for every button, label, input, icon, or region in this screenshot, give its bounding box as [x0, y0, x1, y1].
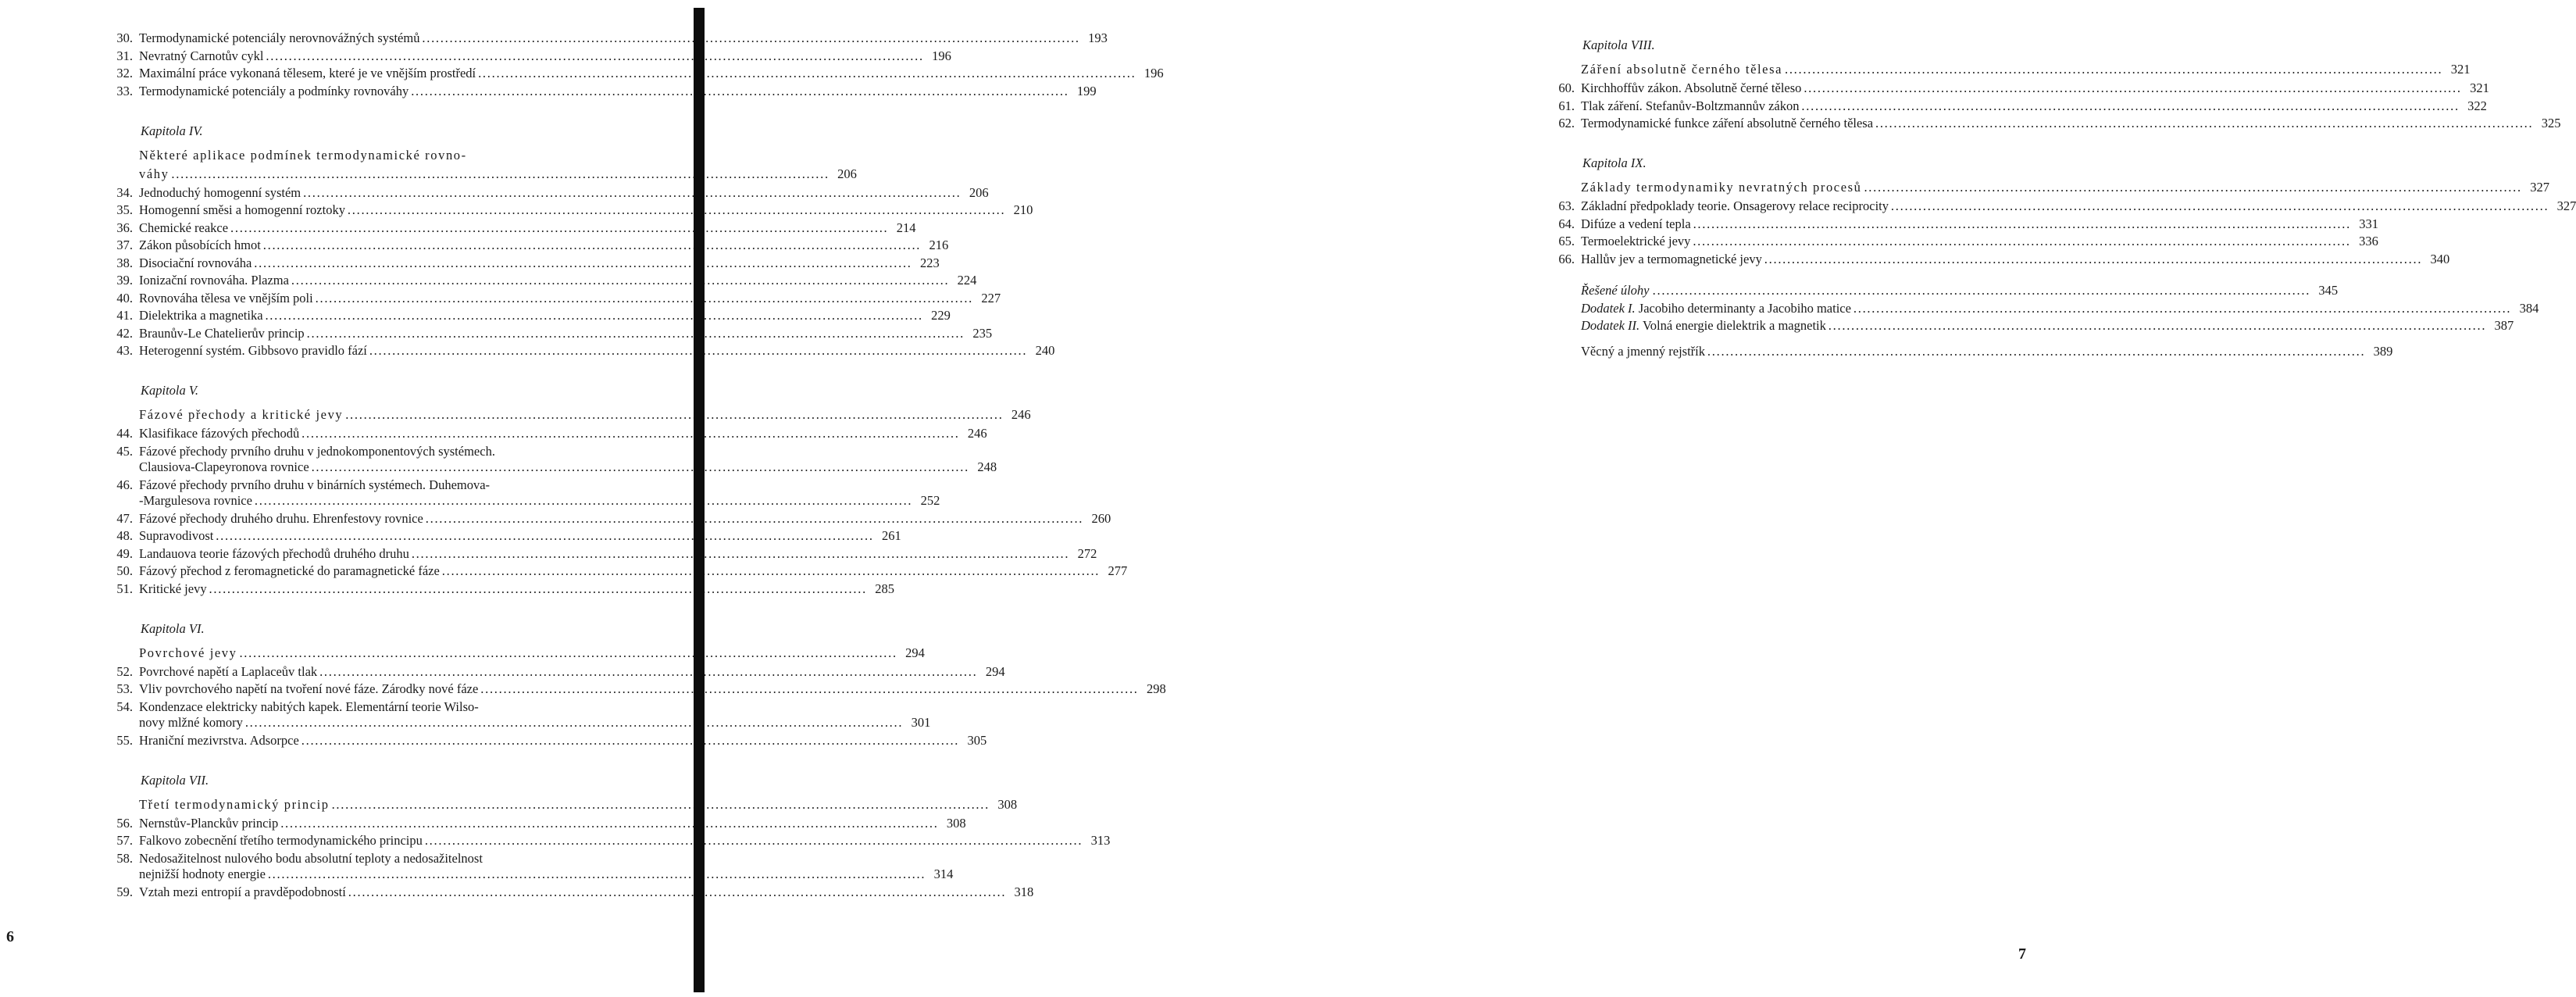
- toc-entry: [116, 850, 601, 867]
- entry-number: 46.: [116, 477, 133, 492]
- toc-entry-continuation: [139, 492, 940, 509]
- entry-title: Supravodivost . . .: [139, 527, 872, 545]
- toc-entry: [116, 272, 977, 289]
- toc-entry-continuation: [139, 459, 997, 476]
- toc-entry: [116, 443, 601, 460]
- toc-entry-continuation: [139, 866, 954, 883]
- entry-page: 196: [1144, 66, 1164, 80]
- toc-entry: [116, 663, 1005, 681]
- appendix-entry: [1581, 282, 2339, 299]
- chapter-heading-continuation: [139, 166, 857, 183]
- appendix-label: Dodatek I.: [1581, 300, 1636, 316]
- section-spacer: [1581, 335, 2050, 343]
- entry-title: Fázové přechody prvního druhu v binárních systémech. Duhemova-: [139, 477, 491, 492]
- entry-page: 340: [2430, 251, 2450, 266]
- entry-page: 246: [967, 426, 987, 441]
- entry-number: 64.: [1558, 216, 1575, 231]
- entry-number: 61.: [1558, 98, 1575, 113]
- entry-page: 193: [1088, 30, 1108, 45]
- toc-entry: [116, 202, 1033, 219]
- toc-entry: [116, 307, 951, 324]
- entry-title: Kondenzace elektricky nabitých kapek. Elementární teorie Wilso-: [139, 699, 479, 714]
- chapter-heading-text: Záření absolutně černého tělesa . . .: [1581, 61, 2440, 78]
- entry-title: Difúze a vedení tepla . . .: [1581, 216, 2349, 233]
- chapter-page: 294: [905, 645, 925, 660]
- chapter-heading-text: Třetí termodynamický princip . . .: [139, 796, 987, 813]
- entry-title: Vztah mezi entropií a pravděpodobností . . .: [139, 884, 1004, 901]
- entry-title: Rovnováha tělesa ve vnějším poli . . .: [139, 290, 971, 307]
- entry-number: 59.: [116, 884, 133, 899]
- entry-page: 325: [2541, 116, 2561, 130]
- toc-entry: [1558, 233, 2378, 250]
- entry-page: 223: [919, 255, 940, 270]
- entry-number: 57.: [116, 833, 133, 848]
- toc-entry: [116, 510, 1111, 527]
- entry-page: 224: [957, 273, 977, 288]
- toc-entry: [116, 563, 1128, 580]
- entry-number: 42.: [116, 325, 133, 341]
- entry-title: Nevratný Carnotův cykl . . .: [139, 48, 922, 65]
- chapter-heading: [139, 645, 925, 662]
- entry-page: 336: [2359, 234, 2378, 248]
- entry-title: Heterogenní systém. Gibbsovo pravidlo fází . . .: [139, 342, 1025, 359]
- entry-page: 285: [875, 581, 894, 596]
- toc-entry: [116, 732, 987, 749]
- right-table-of-contents: [1558, 38, 2576, 360]
- entry-title: Disociační rovnováha . . .: [139, 255, 910, 272]
- appendix-text: Jacobiho determinanty a Jacobiho matice: [1638, 300, 1851, 316]
- entry-page: 327: [2556, 198, 2576, 213]
- appendix-page: 384: [2519, 300, 2539, 316]
- appendix-page: 345: [2318, 283, 2339, 298]
- chapter-page: 327: [2530, 180, 2549, 195]
- chapter-heading: [139, 796, 1018, 813]
- toc-entry: [116, 425, 987, 442]
- entry-title: Kirchhoffův zákon. Absolutně černé těleso . . .: [1581, 80, 2460, 97]
- appendix-label: Řešené úlohy: [1581, 283, 1650, 298]
- chapter-label: Kapitola IX.: [1582, 155, 1647, 170]
- entry-page: 318: [1014, 884, 1034, 899]
- entry-title: Jednoduchý homogenní systém . . .: [139, 184, 959, 202]
- index-title: Věcný a jmenný rejstřík . . .: [1581, 343, 2363, 360]
- entry-title: Nedosažitelnost nulového bodu absolutní teploty a nedosažitelnost: [139, 850, 483, 866]
- entry-title-continued: nejnižší hodnoty energie . . .: [139, 866, 923, 883]
- entry-title: Fázový přechod z feromagnetické do paramagnetické fáze . . .: [139, 563, 1097, 580]
- entry-page: 313: [1090, 833, 1111, 848]
- entry-page: 322: [2467, 98, 2487, 113]
- chapter-label: Kapitola VIII.: [1582, 38, 1655, 52]
- entry-title: Vliv povrchového napětí na tvoření nové fáze. Zárodky nové fáze . . .: [139, 681, 1136, 698]
- toc-entry: [116, 477, 601, 494]
- toc-entry: [1558, 115, 2561, 132]
- entry-title: Základní předpoklady teorie. Onsagerovy relace reciprocity . . .: [1581, 198, 2546, 215]
- toc-entry: [116, 30, 1108, 47]
- toc-entry: [116, 220, 916, 237]
- entry-page: 321: [2470, 80, 2489, 95]
- chapter-heading: [1581, 179, 2549, 196]
- entry-page: 277: [1108, 563, 1128, 578]
- entry-title: Termodynamické potenciály a podmínky rovnováhy . . .: [139, 83, 1067, 100]
- entry-number: 44.: [116, 426, 133, 441]
- entry-page: 260: [1091, 510, 1111, 526]
- appendix-title: [1581, 300, 2509, 317]
- entry-title-continued: Clausiova-Clapeyronova rovnice . . .: [139, 459, 967, 476]
- chapter-heading-text: Povrchové jevy . . .: [139, 645, 895, 662]
- chapter-page: 321: [2450, 62, 2471, 77]
- toc-entry: [116, 325, 993, 342]
- chapter-page: 308: [997, 796, 1018, 812]
- toc-entry: [1558, 216, 2379, 233]
- entry-page: 305: [967, 732, 987, 748]
- chapter-heading: [139, 406, 1031, 423]
- entry-number: 34.: [116, 184, 133, 200]
- entry-page: 199: [1076, 83, 1097, 98]
- entry-number: 55.: [116, 732, 133, 748]
- toc-entry: [116, 832, 1111, 849]
- entry-number: 47.: [116, 510, 133, 526]
- chapter-heading-text: Fázové přechody a kritické jevy . . .: [139, 406, 1001, 423]
- toc-entry: [116, 65, 1164, 82]
- entry-title: Zákon působících hmot . . .: [139, 237, 919, 254]
- appendix-title: [1581, 282, 2308, 299]
- chapter-heading: [139, 147, 601, 164]
- entry-title: Landauova teorie fázových přechodů druhého druhu . . .: [139, 545, 1067, 563]
- entry-page: 248: [977, 459, 997, 474]
- appendix-text: Volná energie dielektrik a magnetik: [1642, 318, 1826, 333]
- entry-title: Falkovo zobecnění třetího termodynamického principu . . .: [139, 832, 1080, 849]
- entry-number: 30.: [116, 30, 133, 45]
- entry-number: 54.: [116, 699, 133, 714]
- entry-title: Nernstův-Planckův princip . . .: [139, 815, 937, 832]
- chapter-heading-text: Základy termodynamiky nevratných procesů . . .: [1581, 179, 2520, 196]
- entry-title-continued: novy mlžné komory . . .: [139, 714, 901, 731]
- toc-entry: [116, 545, 1097, 563]
- book-gutter: [694, 8, 705, 992]
- entry-number: 50.: [116, 563, 133, 578]
- chapter-page: 206: [837, 166, 857, 181]
- toc-entry: [116, 815, 966, 832]
- appendix-entry: [1581, 317, 2514, 334]
- toc-entry: [116, 83, 1097, 100]
- toc-entry: [116, 581, 894, 598]
- entry-number: 37.: [116, 238, 133, 252]
- entry-number: 38.: [116, 255, 133, 270]
- entry-number: 40.: [116, 290, 133, 306]
- entry-number: 39.: [116, 273, 133, 288]
- entry-title: Chemické reakce . . .: [139, 220, 886, 237]
- entry-page: 216: [929, 238, 949, 252]
- entry-title: Termodynamické funkce záření absolutně černého tělesa . . .: [1581, 115, 2531, 132]
- toc-entry: [116, 184, 989, 202]
- left-page: [0, 0, 1166, 997]
- entry-page: 308: [946, 815, 966, 831]
- entry-title: Klasifikace fázových přechodů . . .: [139, 425, 958, 442]
- entry-page: 331: [2359, 216, 2379, 231]
- chapter-label: Kapitola VI.: [141, 620, 205, 636]
- entry-title: Ionizační rovnováha. Plazma . . .: [139, 272, 947, 289]
- entry-title: Braunův-Le Chatelierův princip . . .: [139, 325, 962, 342]
- entry-number: 62.: [1558, 116, 1575, 130]
- chapter-label: Kapitola IV.: [141, 123, 203, 138]
- entry-title: Fázové přechody prvního druhu v jednokomponentových systémech.: [139, 443, 495, 459]
- entry-page: 227: [981, 290, 1001, 306]
- appendix-page: 387: [2494, 318, 2514, 333]
- entry-number: 32.: [116, 66, 133, 80]
- toc-entry: [116, 255, 940, 272]
- entry-title: Povrchové napětí a Laplaceův tlak . . .: [139, 663, 976, 681]
- right-page: [708, 0, 2576, 997]
- toc-entry: [1558, 98, 2487, 115]
- toc-entry-continuation: [139, 714, 931, 731]
- entry-title: Termodynamické potenciály nerovnovážných systémů . . .: [139, 30, 1078, 47]
- toc-entry: [116, 237, 949, 254]
- entry-number: 41.: [116, 308, 133, 323]
- toc-entry: [116, 290, 1001, 307]
- entry-page: 210: [1013, 202, 1033, 217]
- entry-page: 298: [1146, 681, 1166, 696]
- entry-title: Tlak záření. Stefanův-Boltzmannův zákon . . .: [1581, 98, 2457, 115]
- entry-title: Termoelektrické jevy . . .: [1581, 233, 2349, 250]
- chapter-page: 246: [1011, 407, 1031, 422]
- entry-title: Hallův jev a termomagnetické jevy . . .: [1581, 251, 2420, 268]
- chapter-heading-text-continued: váhy . . .: [139, 166, 827, 183]
- entry-title: Dielektrika a magnetika . . .: [139, 307, 921, 324]
- chapter-label: Kapitola V.: [141, 383, 198, 398]
- section-spacer: [1581, 268, 2050, 282]
- entry-number: 31.: [116, 48, 133, 63]
- entry-number: 45.: [116, 443, 133, 459]
- entry-page: 240: [1035, 343, 1055, 358]
- entry-number: 60.: [1558, 80, 1575, 95]
- entry-title-continued: -Margulesova rovnice . . .: [139, 492, 910, 509]
- entry-number: 53.: [116, 681, 133, 696]
- left-table-of-contents: [116, 30, 1166, 901]
- entry-title: Hraniční mezivrstva. Adsorpce . . .: [139, 732, 957, 749]
- entry-title: Homogenní směsi a homogenní roztoky . . .: [139, 202, 1003, 219]
- chapter-heading-text: Některé aplikace podmínek termodynamické rovno-: [139, 147, 467, 163]
- entry-number: 48.: [116, 528, 133, 543]
- entry-page: 301: [911, 715, 931, 730]
- entry-number: 63.: [1558, 198, 1575, 213]
- toc-entry: [1558, 198, 2576, 215]
- entry-page: 229: [931, 308, 951, 323]
- entry-page: 294: [985, 663, 1005, 679]
- toc-entry: [116, 342, 1055, 359]
- index-entry: [1581, 343, 2393, 360]
- index-page: 389: [2373, 343, 2393, 359]
- entry-number: 56.: [116, 815, 133, 831]
- entry-number: 33.: [116, 83, 133, 98]
- entry-page: 252: [920, 493, 940, 508]
- entry-page: 261: [882, 528, 901, 543]
- toc-entry: [116, 48, 951, 65]
- entry-title: Maximální práce vykonaná tělesem, které je ve vnějším prostředí . . .: [139, 65, 1134, 82]
- entry-page: 196: [932, 48, 951, 63]
- entry-title: Fázové přechody druhého druhu. Ehrenfestovy rovnice . . .: [139, 510, 1081, 527]
- entry-title: Kritické jevy . . .: [139, 581, 865, 598]
- entry-page: 206: [969, 184, 989, 200]
- entry-page: 272: [1077, 545, 1097, 561]
- toc-entry: [1558, 80, 2489, 97]
- entry-page: 314: [933, 867, 954, 881]
- entry-number: 36.: [116, 220, 133, 235]
- appendix-entry: [1581, 300, 2539, 317]
- page-number-left: 6: [6, 928, 14, 945]
- chapter-heading: [1581, 61, 2471, 78]
- page-number-right: 7: [2018, 945, 2026, 963]
- chapter-label: Kapitola VII.: [141, 772, 209, 788]
- entry-page: 214: [896, 220, 916, 235]
- toc-entry: [116, 699, 601, 716]
- toc-entry: [116, 527, 901, 545]
- entry-number: 58.: [116, 850, 133, 866]
- entry-number: 52.: [116, 663, 133, 679]
- toc-entry: [116, 681, 1166, 698]
- appendix-title: [1581, 317, 2484, 334]
- toc-entry: [116, 884, 1034, 901]
- toc-entry: [1558, 251, 2450, 268]
- entry-number: 49.: [116, 545, 133, 561]
- entry-page: 235: [972, 325, 993, 341]
- entry-number: 35.: [116, 202, 133, 217]
- entry-number: 43.: [116, 343, 133, 358]
- entry-number: 65.: [1558, 234, 1575, 248]
- appendix-label: Dodatek II.: [1581, 318, 1640, 333]
- entry-number: 66.: [1558, 251, 1575, 266]
- entry-number: 51.: [116, 581, 133, 596]
